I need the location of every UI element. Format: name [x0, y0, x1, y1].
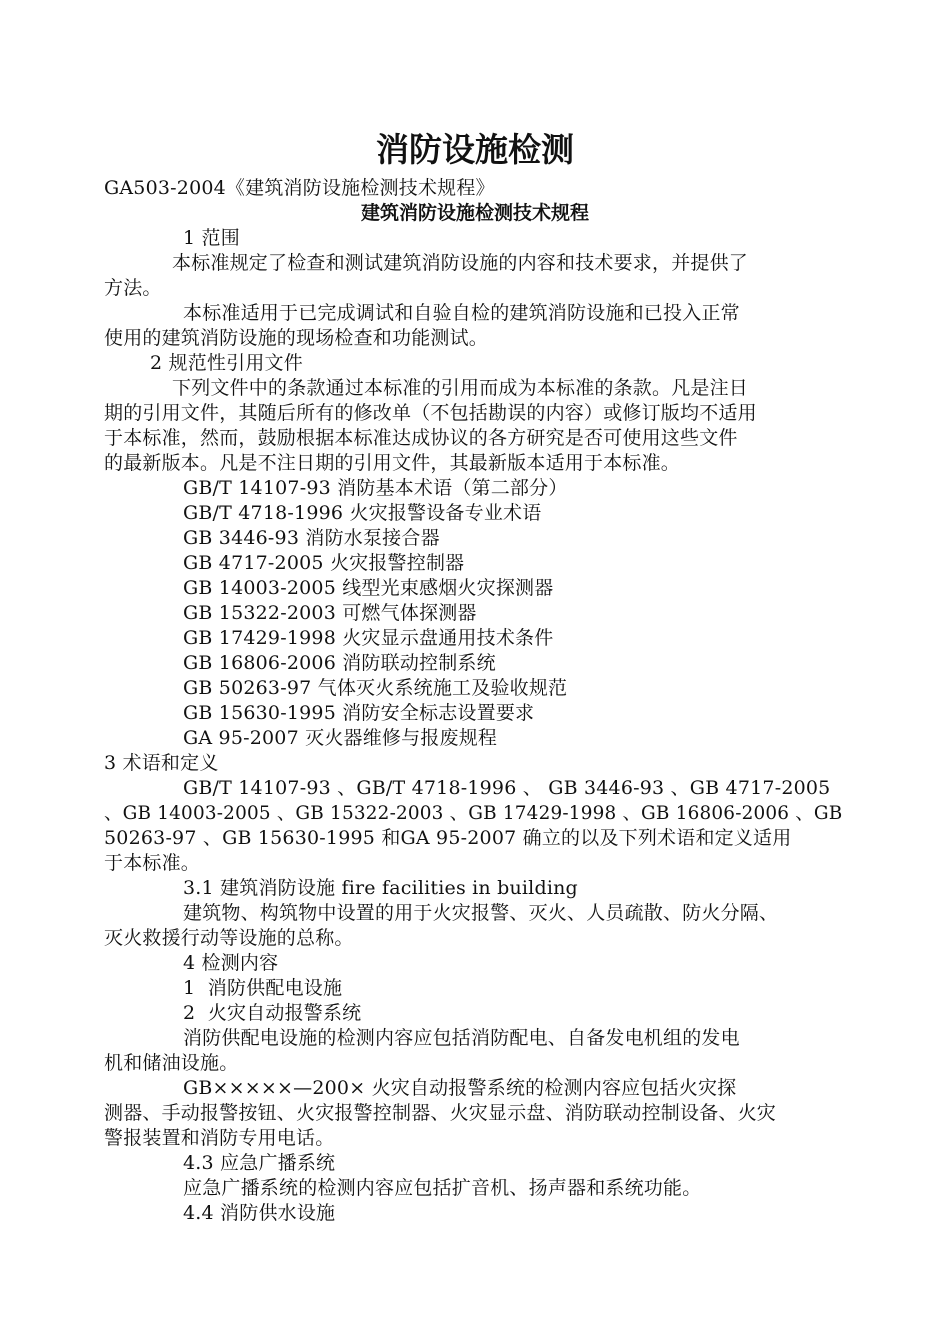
page-title: 消防设施检测 — [376, 130, 574, 169]
reference-item: GB/T 14107-93 消防基本术语（第二部分） — [183, 477, 568, 499]
section-heading: 2 规范性引用文件 — [150, 352, 303, 374]
section-heading: 4 检测内容 — [183, 952, 279, 974]
document-subtitle: 建筑消防设施检测技术规程 — [360, 202, 589, 224]
reference-item: GA 95-2007 灭火器维修与报废规程 — [183, 727, 498, 749]
reference-item: GB 15630-1995 消防安全标志设置要求 — [183, 702, 535, 724]
section-heading: 3 术语和定义 — [104, 752, 219, 774]
reference-item: GB 14003-2005 线型光束感烟火灾探测器 — [183, 577, 554, 599]
paragraph-line: GB×××××—200× 火灾自动报警系统的检测内容应包括火灾探 — [183, 1077, 737, 1099]
paragraph-line: 应急广播系统的检测内容应包括扩音机、扬声器和系统功能。 — [183, 1177, 702, 1199]
paragraph-line: GB/T 14107-93 、GB/T 4718-1996 、 GB 3446-93 、GB 4717-2005 — [183, 777, 831, 799]
reference-item: GB 50263-97 气体灭火系统施工及验收规范 — [183, 677, 568, 699]
paragraph-line: 建筑物、构筑物中设置的用于火灾报警、灭火、人员疏散、防火分隔、 — [183, 902, 779, 924]
subsection-heading: 4.3 应急广播系统 — [183, 1152, 336, 1174]
reference-item: GB 16806-2006 消防联动控制系统 — [183, 652, 496, 674]
paragraph-line: 消防供配电设施的检测内容应包括消防配电、自备发电机组的发电 — [183, 1027, 740, 1049]
reference-item: GB 15322-2003 可燃气体探测器 — [183, 602, 477, 624]
paragraph-line: 、GB 14003-2005 、GB 15322-2003 、GB 17429-1998 、GB 16806-2006 、GB — [104, 802, 843, 824]
paragraph-line: 方法。 — [104, 277, 162, 299]
list-item: 2 火灾自动报警系统 — [183, 1002, 362, 1024]
reference-item: GB 3446-93 消防水泵接合器 — [183, 527, 440, 549]
paragraph-line: 使用的建筑消防设施的现场检查和功能测试。 — [104, 327, 489, 349]
subsection-heading: 4.4 消防供水设施 — [183, 1202, 336, 1224]
reference-item: GB 17429-1998 火灾显示盘通用技术条件 — [183, 627, 554, 649]
section-heading: 1 范围 — [183, 227, 240, 249]
subsection-heading: 3.1 建筑消防设施 fire facilities in building — [183, 877, 578, 899]
paragraph-line: 测器、手动报警按钮、火灾报警控制器、火灾显示盘、消防联动控制设备、火灾 — [104, 1102, 777, 1124]
paragraph-line: 50263-97 、GB 15630-1995 和GA 95-2007 确立的以及下列术语和定义适用 — [104, 827, 792, 849]
paragraph-line: 灭火救援行动等设施的总称。 — [104, 927, 354, 949]
paragraph-line: 机和储油设施。 — [104, 1052, 239, 1074]
reference-item: GB 4717-2005 火灾报警控制器 — [183, 552, 465, 574]
paragraph-line: 下列文件中的条款通过本标准的引用而成为本标准的条款。凡是注日 — [172, 377, 749, 399]
paragraph-line: 本标准适用于已完成调试和自验自检的建筑消防设施和已投入正常 — [183, 302, 740, 324]
paragraph-line: 的最新版本。凡是不注日期的引用文件，其最新版本适用于本标准。 — [104, 452, 681, 474]
paragraph-line: 于本标准。 — [104, 852, 201, 874]
paragraph-line: 警报装置和消防专用电话。 — [104, 1127, 335, 1149]
paragraph-line: 本标准规定了检查和测试建筑消防设施的内容和技术要求，并提供了 — [172, 252, 749, 274]
reference-item: GB/T 4718-1996 火灾报警设备专业术语 — [183, 502, 542, 524]
reference-line: GA503-2004《建筑消防设施检测技术规程》 — [104, 177, 495, 199]
paragraph-line: 于本标准，然而，鼓励根据本标准达成协议的各方研究是否可使用这些文件 — [104, 427, 738, 449]
paragraph-line: 期的引用文件，其随后所有的修改单（不包括勘误的内容）或修订版均不适用 — [104, 402, 757, 424]
list-item: 1 消防供配电设施 — [183, 977, 343, 999]
